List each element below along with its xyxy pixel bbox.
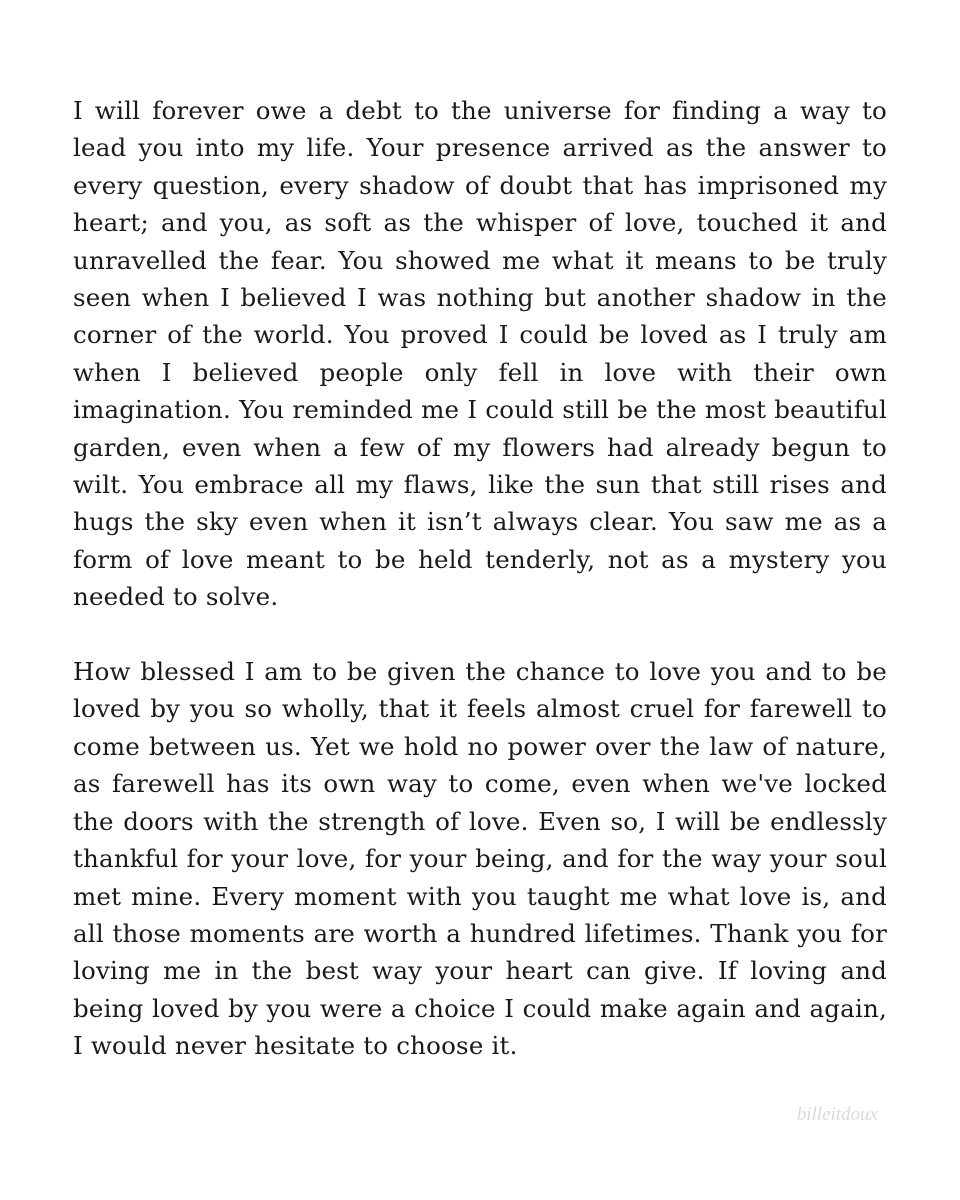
letter-body xyxy=(73,92,887,1065)
paragraph-2: How blessed I am to be given the chance to love you and to be loved by you so wholly, that it feels almost cruel for farewell to come between us. Yet we hold no power over the law of nature, as farewell has its own way to come, even when we've locked the doors with the strength of love. Even so, I will be endlessly thankful for your love, for your being, and for the way your soul met mine. Every moment with you taught me what love is, and all those moments are worth a hundred lifetimes. Thank you for loving me in the best way your heart can give. If loving and being loved by you were a choice I could make again and again, I would never hesitate to choose it. xyxy=(73,657,887,1061)
watermark: billeitdoux xyxy=(796,1104,878,1125)
paragraph-1: I will forever owe a debt to the universe for finding a way to lead you into my life. Your presence arrived as the answer to every question, every shadow of doubt that has imprisoned my heart; and you, as soft as the whisper of love, touched it and unravelled the fear. You showed me what it means to be truly seen when I believed I was nothing but another shadow in the corner of the world. You proved I could be loved as I truly am when I believed people only fell in love with their own imagination. You reminded me I could still be the most beautiful garden, even when a few of my flowers had already begun to wilt. You embrace all my flaws, like the sun that still rises and hugs the sky even when it isn’t always clear. You saw me as a form of love meant to be held tenderly, not as a mystery you needed to solve. xyxy=(73,96,887,612)
